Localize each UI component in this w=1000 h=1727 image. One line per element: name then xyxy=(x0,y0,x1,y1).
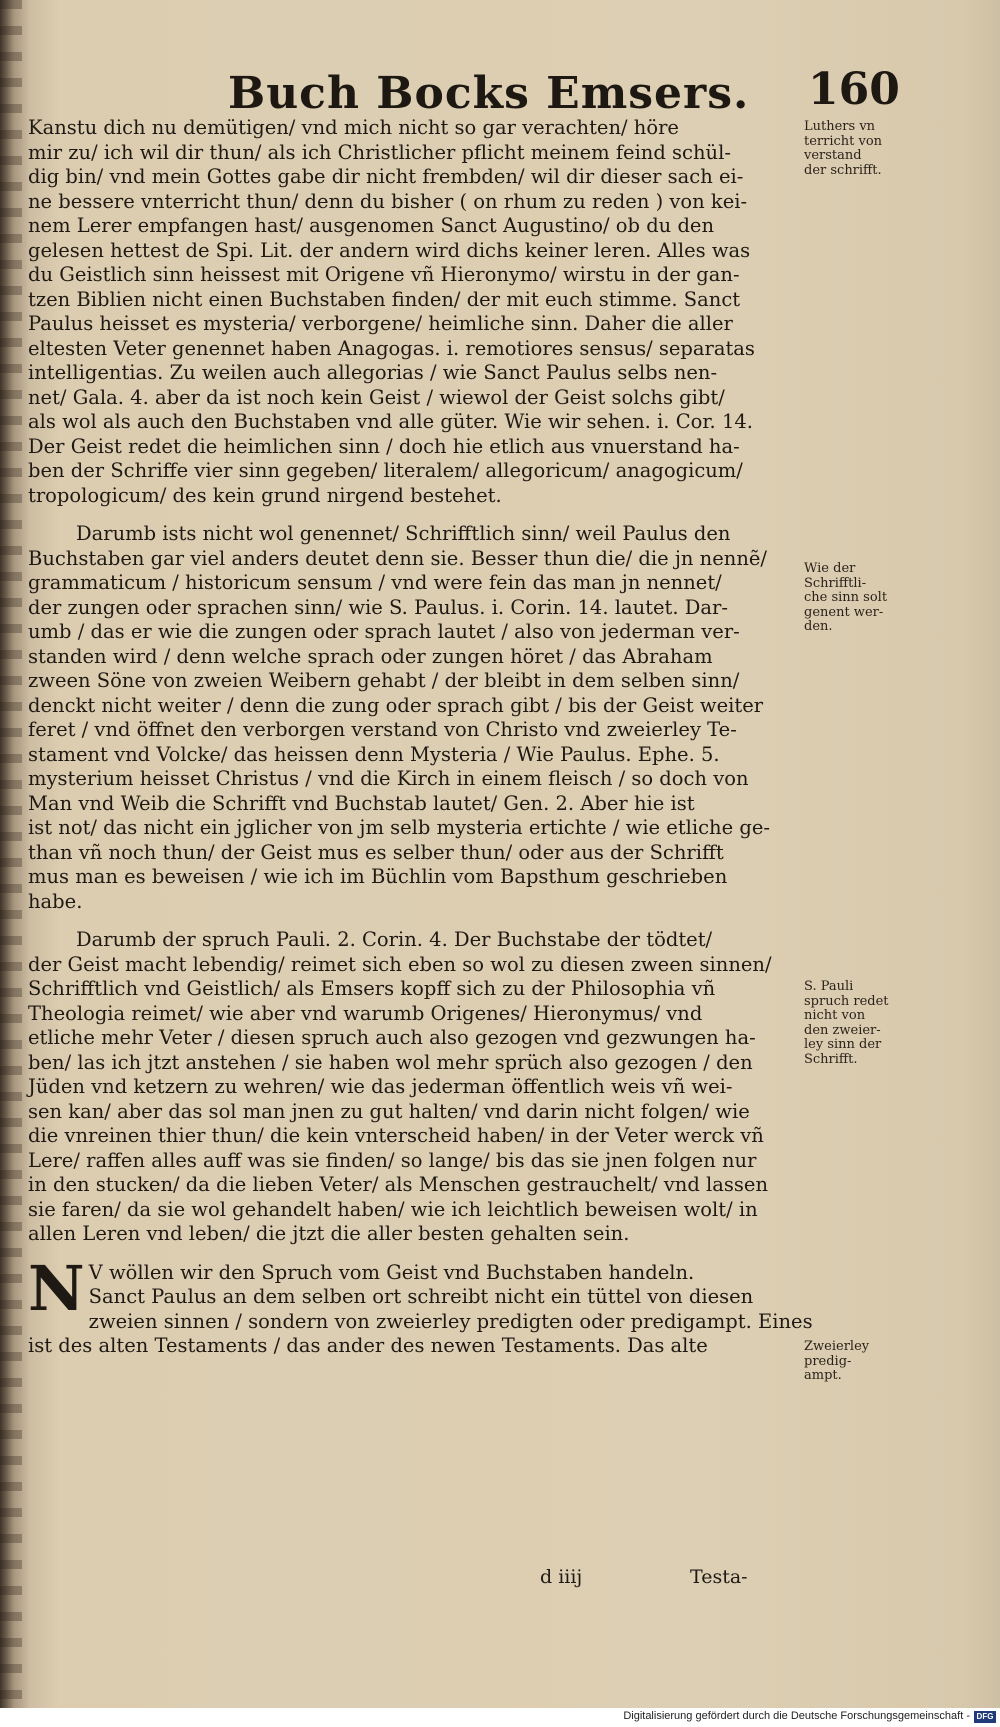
running-title: Buch Bocks Emsers. xyxy=(228,68,750,119)
text-line: Schrifftlich vnd Geistlich/ als Emsers kopff sich zu der Philosophia vñ xyxy=(28,977,716,1000)
text-line: ist des alten Testaments / das ander des newen Testaments. Das alte xyxy=(28,1334,708,1357)
marginal-note-line: Schrifftli- xyxy=(804,575,867,591)
text-line: stament vnd Volcke/ das heissen denn Mysteria / Wie Paulus. Ephe. 5. xyxy=(28,742,720,766)
dfg-logo-icon: DFG xyxy=(974,1711,996,1723)
text-line: intelligentias. Zu weilen auch allegorias / wie Sanct Paulus selbs nen- xyxy=(28,361,718,384)
text-line: Man vnd Weib die Schrifft vnd Buchstab lautet/ Gen. 2. Aber hie ist xyxy=(28,791,695,815)
catchword: Testa- xyxy=(690,1566,748,1588)
text-line: mir zu/ ich wil dir thun/ als ich Christlicher pflicht meinem feind schül- xyxy=(28,140,731,164)
marginal-note-line: den zweier- xyxy=(804,1022,881,1038)
text-line: die vnreinen thier thun/ die kein vnterscheid haben/ in der Veter werck vñ xyxy=(28,1124,764,1147)
text-line: Lere/ raffen alles auff was sie finden/ so lange/ bis das sie jnen folgen nur xyxy=(28,1148,757,1172)
text-line: sie faren/ da sie wol gehandelt haben/ wie ich leichtlich beweisen wolt/ in xyxy=(28,1197,758,1221)
text-line: Der Geist redet die heimlichen sinn / doch hie etlich aus vnuerstand ha- xyxy=(28,434,740,458)
text-line: eltesten Veter genennet haben Anagogas. i. remotiores sensus/ separatas xyxy=(28,336,755,360)
marginal-note-line: der schrifft. xyxy=(804,162,882,178)
marginal-note-line: spruch redet xyxy=(804,993,889,1009)
marginal-note-line: den. xyxy=(804,619,833,634)
text-line: Darumb der spruch Pauli. 2. Corin. 4. Der Buchstabe der tödtet/ xyxy=(76,928,713,951)
marginal-note-1 xyxy=(804,120,904,178)
text-block xyxy=(28,116,813,1359)
text-line: du Geistlich sinn heissest mit Origene vñ Hieronymo/ wirstu in der gan- xyxy=(28,263,740,286)
paragraph-1 xyxy=(28,116,803,508)
paragraph-gap xyxy=(28,1247,803,1261)
text-line: der zungen oder sprachen sinn/ wie S. Paulus. i. Corin. 14. lautet. Dar- xyxy=(28,595,728,619)
marginal-note-line: terricht von xyxy=(804,133,883,149)
text-line: ben/ las ich jtzt anstehen / sie haben wol mehr sprüch also gezogen / den xyxy=(28,1050,753,1074)
marginal-note-line: Zweierley xyxy=(804,1339,870,1354)
text-line: ben der Schriffe vier sinn gegeben/ literalem/ allegoricum/ anagogicum/ xyxy=(28,459,743,482)
text-line: in den stucken/ da die lieben Veter/ als Menschen gestrauchelt/ vnd lassen xyxy=(28,1173,769,1196)
text-line: zweien sinnen / sondern von zweierley predigten oder predigampt. Eines xyxy=(88,1309,813,1333)
marginal-note-line: Luthers vn xyxy=(804,119,876,134)
digitization-footer xyxy=(0,1708,1000,1727)
text-line: zween Söne von zweien Weibern gehabt / der bleibt in dem selben sinn/ xyxy=(28,669,740,692)
marginal-note-line: verstand xyxy=(804,148,862,163)
paragraph-2 xyxy=(28,522,803,914)
text-line: Jüden vnd ketzern zu wehren/ wie das jederman öffentlich weis vñ wei- xyxy=(28,1075,733,1098)
text-line: allen Leren vnd leben/ die jtzt die aller besten gehalten sein. xyxy=(28,1222,630,1245)
text-line: nem Lerer empfangen hast/ ausgenomen Sanct Augustino/ ob du den xyxy=(28,214,715,237)
text-line: Kanstu dich nu demütigen/ vnd mich nicht so gar verachten/ höre xyxy=(28,116,679,139)
marginal-note-line: S. Pauli xyxy=(804,979,854,994)
text-line: dig bin/ vnd mein Gottes gabe dir nicht frembden/ wil dir dieser sach ei- xyxy=(28,165,744,188)
text-line: mus man es beweisen / wie ich im Büchlin vom Bapsthum geschrieben xyxy=(28,865,728,888)
paragraph-3 xyxy=(28,928,803,1247)
marginal-note-line: genent wer- xyxy=(804,604,884,620)
marginal-note-4 xyxy=(804,1340,904,1384)
text-line: Buchstaben gar viel anders deutet denn sie. Besser thun die/ die jn nennẽ/ xyxy=(28,546,767,570)
text-line: tropologicum/ des kein grund nirgend bestehet. xyxy=(28,483,502,507)
text-line: feret / vnd öffnet den verborgen verstand von Christo vnd zweierley Te- xyxy=(28,718,737,741)
folio-number: 160 xyxy=(808,64,900,115)
text-line: denckt nicht weiter / denn die zung oder sprach gibt / bis der Geist weiter xyxy=(28,693,764,717)
text-line: umb / das er wie die zungen oder sprach lautet / also von jederman ver- xyxy=(28,620,740,643)
marginal-note-line: Wie der xyxy=(804,561,856,576)
text-line: gelesen hettest de Spi. Lit. der andern wird dichs keiner leren. Alles was xyxy=(28,238,751,262)
text-line: Sanct Paulus an dem selben ort schreibt nicht ein tüttel von diesen xyxy=(88,1285,754,1308)
text-line: V wöllen wir den Spruch vom Geist vnd Buchstaben handeln. xyxy=(88,1260,695,1284)
text-line: sen kan/ aber das sol man jnen zu gut halten/ vnd darin nicht folgen/ wie xyxy=(28,1099,750,1123)
marginal-note-line: ley sinn der xyxy=(804,1037,882,1052)
text-line: habe. xyxy=(28,889,83,913)
text-line: than vñ noch thun/ der Geist mus es selber thun/ oder aus der Schrifft xyxy=(28,840,724,864)
text-line: ne bessere vnterricht thun/ denn du bisher ( on rhum zu reden ) von kei- xyxy=(28,189,748,213)
paragraph-gap xyxy=(28,508,803,522)
text-line: Paulus heisset es mysteria/ verborgene/ heimliche sinn. Daher die aller xyxy=(28,312,733,335)
text-line: Theologia reimet/ wie aber vnd warumb Origenes/ Hieronymus/ vnd xyxy=(28,1001,703,1025)
text-line: standen wird / denn welche sprach oder zungen höret / das Abraham xyxy=(28,644,713,668)
marginal-note-line: Schrifft. xyxy=(804,1051,858,1067)
text-line: Darumb ists nicht wol genennet/ Schrifftlich sinn/ weil Paulus den xyxy=(76,522,731,545)
signature-mark: d iiij xyxy=(540,1566,583,1588)
text-line: grammaticum / historicum sensum / vnd were fein das man jn nennet/ xyxy=(28,571,722,594)
marginal-note-3 xyxy=(804,980,904,1067)
funding-credit: Digitalisierung gefördert durch die Deutsche Forschungsgemeinschaft - xyxy=(623,1710,970,1722)
paragraph-gap xyxy=(28,914,803,928)
gutter-bleed-through xyxy=(0,0,22,1708)
paragraph-4 xyxy=(28,1251,813,1359)
marginal-note-line: che sinn solt xyxy=(804,590,888,605)
text-line: als wol als auch den Buchstaben vnd alle güter. Wie wir sehen. i. Cor. 14. xyxy=(28,410,753,433)
text-line: mysterium heisset Christus / vnd die Kirch in einem fleisch / so doch von xyxy=(28,767,749,790)
text-line: tzen Biblien nicht einen Buchstaben finden/ der mit euch stimme. Sanct xyxy=(28,287,741,311)
marginal-note-line: ampt. xyxy=(804,1368,842,1383)
text-line: net/ Gala. 4. aber da ist noch kein Geist / wiewol der Geist solchs gibt/ xyxy=(28,385,725,409)
text-line: der Geist macht lebendig/ reimet sich eben so wol zu diesen zween sinnen/ xyxy=(28,952,772,976)
text-line: etliche mehr Veter / diesen spruch auch also gezogen vnd gezwungen ha- xyxy=(28,1026,756,1049)
marginal-note-line: predig- xyxy=(804,1353,852,1369)
marginal-note-2 xyxy=(804,562,904,635)
text-line: ist not/ das nicht ein jglicher von jm selb mysteria ertichte / wie etliche ge- xyxy=(28,816,770,839)
drop-capital: N xyxy=(28,1251,85,1325)
marginal-note-line: nicht von xyxy=(804,1008,866,1023)
